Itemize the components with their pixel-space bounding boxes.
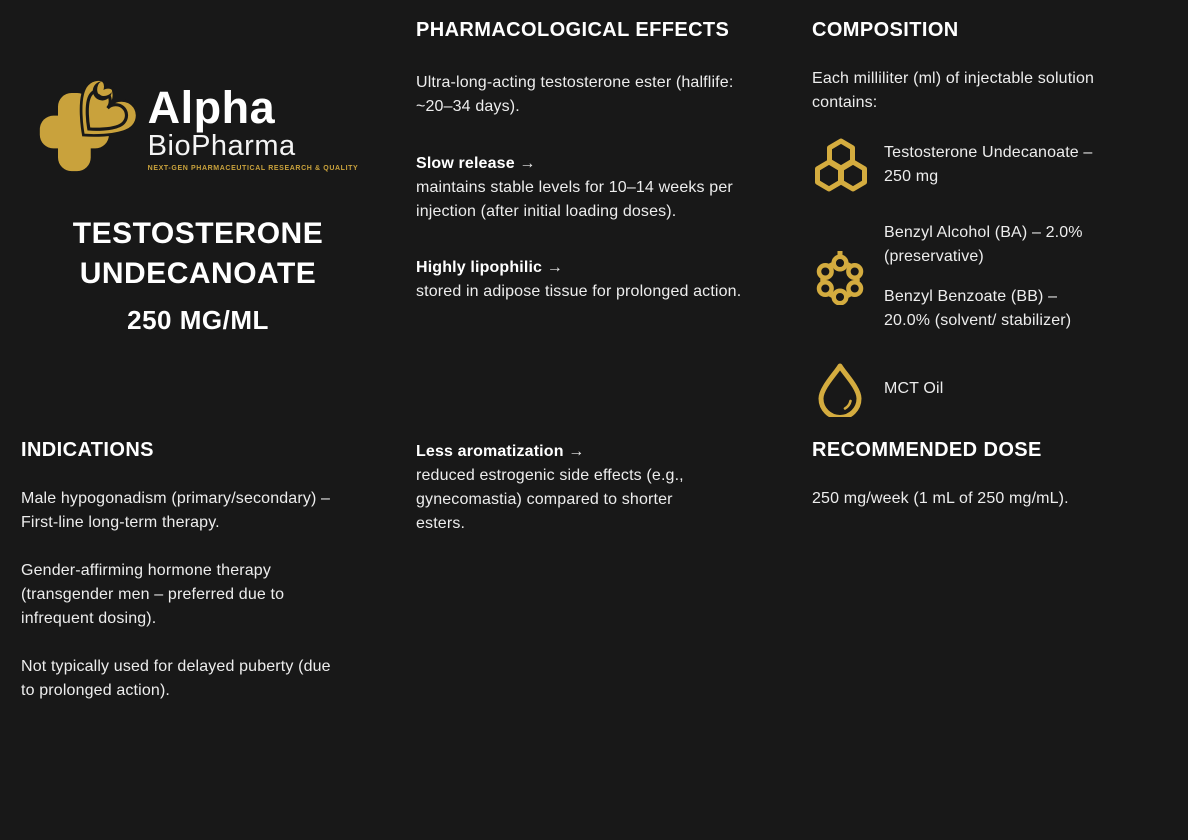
brand-tagline: NEXT-GEN PHARMACEUTICAL RESEARCH & QUALITY: [147, 165, 359, 172]
oil-drop-icon: [812, 361, 868, 417]
pharm-item-slow-release-body: maintains stable levels for 10–14 weeks per injection (after initial loading doses).: [416, 179, 733, 220]
section-pharmacological-effects: [416, 17, 746, 304]
pharm-item-less-aromatization: Less aromatization → reduced estrogenic side effects (e.g., gynecomastia) compared to shorter esters.: [416, 440, 706, 536]
section-composition: [812, 17, 1162, 417]
hexagons-icon: [812, 137, 868, 193]
product-strength: 250 MG/ML: [127, 305, 269, 335]
composition-item-label: Testosterone Undecanoate – 250 mg: [884, 144, 1093, 185]
molecule-ring-icon: [812, 249, 868, 305]
section-indications: [21, 437, 343, 727]
composition-heading: COMPOSITION: [812, 19, 959, 41]
indication-paragraph: Not typically used for delayed puberty (due to prolonged action).: [21, 658, 331, 699]
composition-item-testosterone: [812, 137, 1162, 193]
composition-item-label: MCT Oil: [884, 380, 944, 397]
brand-wordmark: [147, 82, 359, 174]
indications-heading: INDICATIONS: [21, 439, 154, 461]
composition-list: [812, 137, 1162, 417]
brand-logo: [0, 80, 396, 180]
pharm-item-lipophilic-body: stored in adipose tissue for prolonged action.: [416, 283, 742, 300]
pharm-item-slow-release: Slow release → maintains stable levels for 10–14 weeks per injection (after initial loading doses).: [416, 152, 746, 224]
pharm-item-less-aromatization-body: reduced estrogenic side effects (e.g., gynecomastia) compared to shorter esters.: [416, 467, 684, 532]
composition-item-label: Benzyl Benzoate (BB) – 20.0% (solvent/ stabilizer): [884, 288, 1072, 329]
composition-item-benzyl: [812, 221, 1162, 333]
brand-name-bottom: BioPharma: [147, 130, 296, 162]
right-arrow-glyph: →: [519, 155, 536, 172]
cross-heart-leaf-logo-icon: [38, 80, 138, 180]
indication-paragraph: Male hypogonadism (primary/secondary) – First-line long-term therapy.: [21, 490, 331, 531]
section-recommended-dose: [812, 437, 1162, 511]
dose-body: 250 mg/week (1 mL of 250 mg/mL).: [812, 490, 1069, 507]
composition-intro: Each milliliter (ml) of injectable solution contains:: [812, 70, 1095, 111]
right-arrow-glyph: →: [546, 259, 563, 276]
pharm-item-lipophilic: Highly lipophilic → stored in adipose tissue for prolonged action.: [416, 256, 746, 304]
product-title: TESTOSTERONE UNDECANOATE: [72, 217, 324, 290]
dose-heading: RECOMMENDED DOSE: [812, 439, 1042, 461]
composition-item-label: Benzyl Alcohol (BA) – 2.0% (preservative): [884, 224, 1083, 265]
pharm-intro: Ultra-long-acting testosterone ester (halflife: ~20–34 days).: [416, 74, 734, 115]
brand-name-top: Alpha: [147, 82, 276, 133]
composition-item-mct-oil: [812, 361, 1162, 417]
pharm-heading: PHARMACOLOGICAL EFFECTS: [416, 19, 730, 41]
right-arrow-glyph: →: [568, 443, 585, 460]
indication-paragraph: Gender-affirming hormone therapy (transgender men – preferred due to infrequent dosing).: [21, 562, 285, 627]
